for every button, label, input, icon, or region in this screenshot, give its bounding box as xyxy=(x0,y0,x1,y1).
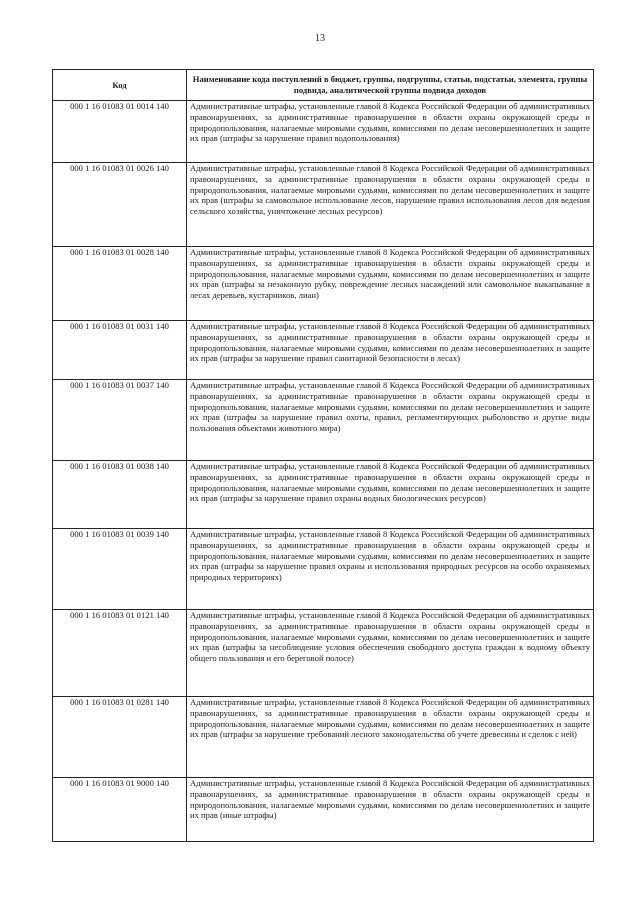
table-row xyxy=(53,610,594,697)
description-cell: Административные штрафы, установленные главой 8 Кодекса Российской Федерации об административных правонарушениях, за административные правонарушения в области охраны окружающей среды и природопользования, налагаемые мировыми судьями, комиссиями по делам несовершеннолетних и защите их прав (штрафы за несоблюдение условия обеспечения свободного доступа граждан к водному объекту общего пользования и его береговой полосе) xyxy=(187,610,594,697)
table-header-row xyxy=(53,70,594,101)
description-cell: Административные штрафы, установленные главой 8 Кодекса Российской Федерации об административных правонарушениях, за административные правонарушения в области охраны окружающей среды и природопользования, налагаемые мировыми судьями, комиссиями по делам несовершеннолетних и защите их прав (штрафы за нарушение правил санитарной безопасности в лесах) xyxy=(187,321,594,380)
page-number: 13 xyxy=(315,33,325,44)
table-row xyxy=(53,321,594,380)
table-row xyxy=(53,101,594,163)
code-cell: 000 1 16 01083 01 0037 140 xyxy=(53,380,187,461)
table-row xyxy=(53,461,594,529)
code-cell: 000 1 16 01083 01 0031 140 xyxy=(53,321,187,380)
table-row xyxy=(53,163,594,247)
description-cell: Административные штрафы, установленные главой 8 Кодекса Российской Федерации об административных правонарушениях, за административные правонарушения в области охраны окружающей среды и природопользования, налагаемые мировыми судьями, комиссиями по делам несовершеннолетних и защите их прав (штрафы за нарушение правил охоты, правил, регламентирующих рыболовство и другие виды пользования объектами животного мира) xyxy=(187,380,594,461)
description-cell: Административные штрафы, установленные главой 8 Кодекса Российской Федерации об административных правонарушениях, за административные правонарушения в области охраны окружающей среды и природопользования, налагаемые мировыми судьями, комиссиями по делам несовершеннолетних и защите их прав (штрафы за нарушение правил водопользования) xyxy=(187,101,594,163)
table-row xyxy=(53,247,594,321)
code-cell: 000 1 16 01083 01 0014 140 xyxy=(53,101,187,163)
description-cell: Административные штрафы, установленные главой 8 Кодекса Российской Федерации об административных правонарушениях, за административные правонарушения в области охраны окружающей среды и природопользования, налагаемые мировыми судьями, комиссиями по делам несовершеннолетних и защите их прав (штрафы за самовольное использование лесов, нарушение правил использования лесов для ведения сельского хозяйства, уничтожение лесных ресурсов) xyxy=(187,163,594,247)
code-cell: 000 1 16 01083 01 0281 140 xyxy=(53,697,187,778)
description-cell: Административные штрафы, установленные главой 8 Кодекса Российской Федерации об административных правонарушениях, за административные правонарушения в области охраны окружающей среды и природопользования, налагаемые мировыми судьями, комиссиями по делам несовершеннолетних и защите их прав (штрафы за нарушение правил охраны и использования природных ресурсов на особо охраняемых природных территориях) xyxy=(187,529,594,610)
code-cell: 000 1 16 01083 01 0039 140 xyxy=(53,529,187,610)
description-cell: Административные штрафы, установленные главой 8 Кодекса Российской Федерации об административных правонарушениях, за административные правонарушения в области охраны окружающей среды и природопользования, налагаемые мировыми судьями, комиссиями по делам несовершеннолетних и защите их прав (штрафы за нарушение правил охраны водных биологических ресурсов) xyxy=(187,461,594,529)
code-cell: 000 1 16 01083 01 0121 140 xyxy=(53,610,187,697)
description-cell: Административные штрафы, установленные главой 8 Кодекса Российской Федерации об административных правонарушениях, за административные правонарушения в области охраны окружающей среды и природопользования, налагаемые мировыми судьями, комиссиями по делам несовершеннолетних и защите их прав (штрафы за незаконную рубку, повреждение лесных насаждений или самовольное выкапывание в лесах деревьев, кустарников, лиан) xyxy=(187,247,594,321)
table-row xyxy=(53,778,594,842)
code-cell: 000 1 16 01083 01 0026 140 xyxy=(53,163,187,247)
description-cell: Административные штрафы, установленные главой 8 Кодекса Российской Федерации об административных правонарушениях, за административные правонарушения в области охраны окружающей среды и природопользования, налагаемые мировыми судьями, комиссиями по делам несовершеннолетних и защите их прав (штрафы за нарушение требований лесного законодательства об учете древесины и сделок с ней) xyxy=(187,697,594,778)
description-cell: Административные штрафы, установленные главой 8 Кодекса Российской Федерации об административных правонарушениях, за административные правонарушения в области охраны окружающей среды и природопользования, налагаемые мировыми судьями, комиссиями по делам несовершеннолетних и защите их прав (иные штрафы) xyxy=(187,778,594,842)
header-code: Код xyxy=(53,70,187,101)
code-cell: 000 1 16 01083 01 9000 140 xyxy=(53,778,187,842)
header-name: Наименование кода поступлений в бюджет, группы, подгруппы, статьи, подстатьи, элемента, группы подвида, аналитической группы подвида доходов xyxy=(187,70,594,101)
code-cell: 000 1 16 01083 01 0028 140 xyxy=(53,247,187,321)
table-row xyxy=(53,697,594,778)
revenue-codes-table xyxy=(52,69,594,842)
code-cell: 000 1 16 01083 01 0038 140 xyxy=(53,461,187,529)
table-row xyxy=(53,529,594,610)
table-row xyxy=(53,380,594,461)
